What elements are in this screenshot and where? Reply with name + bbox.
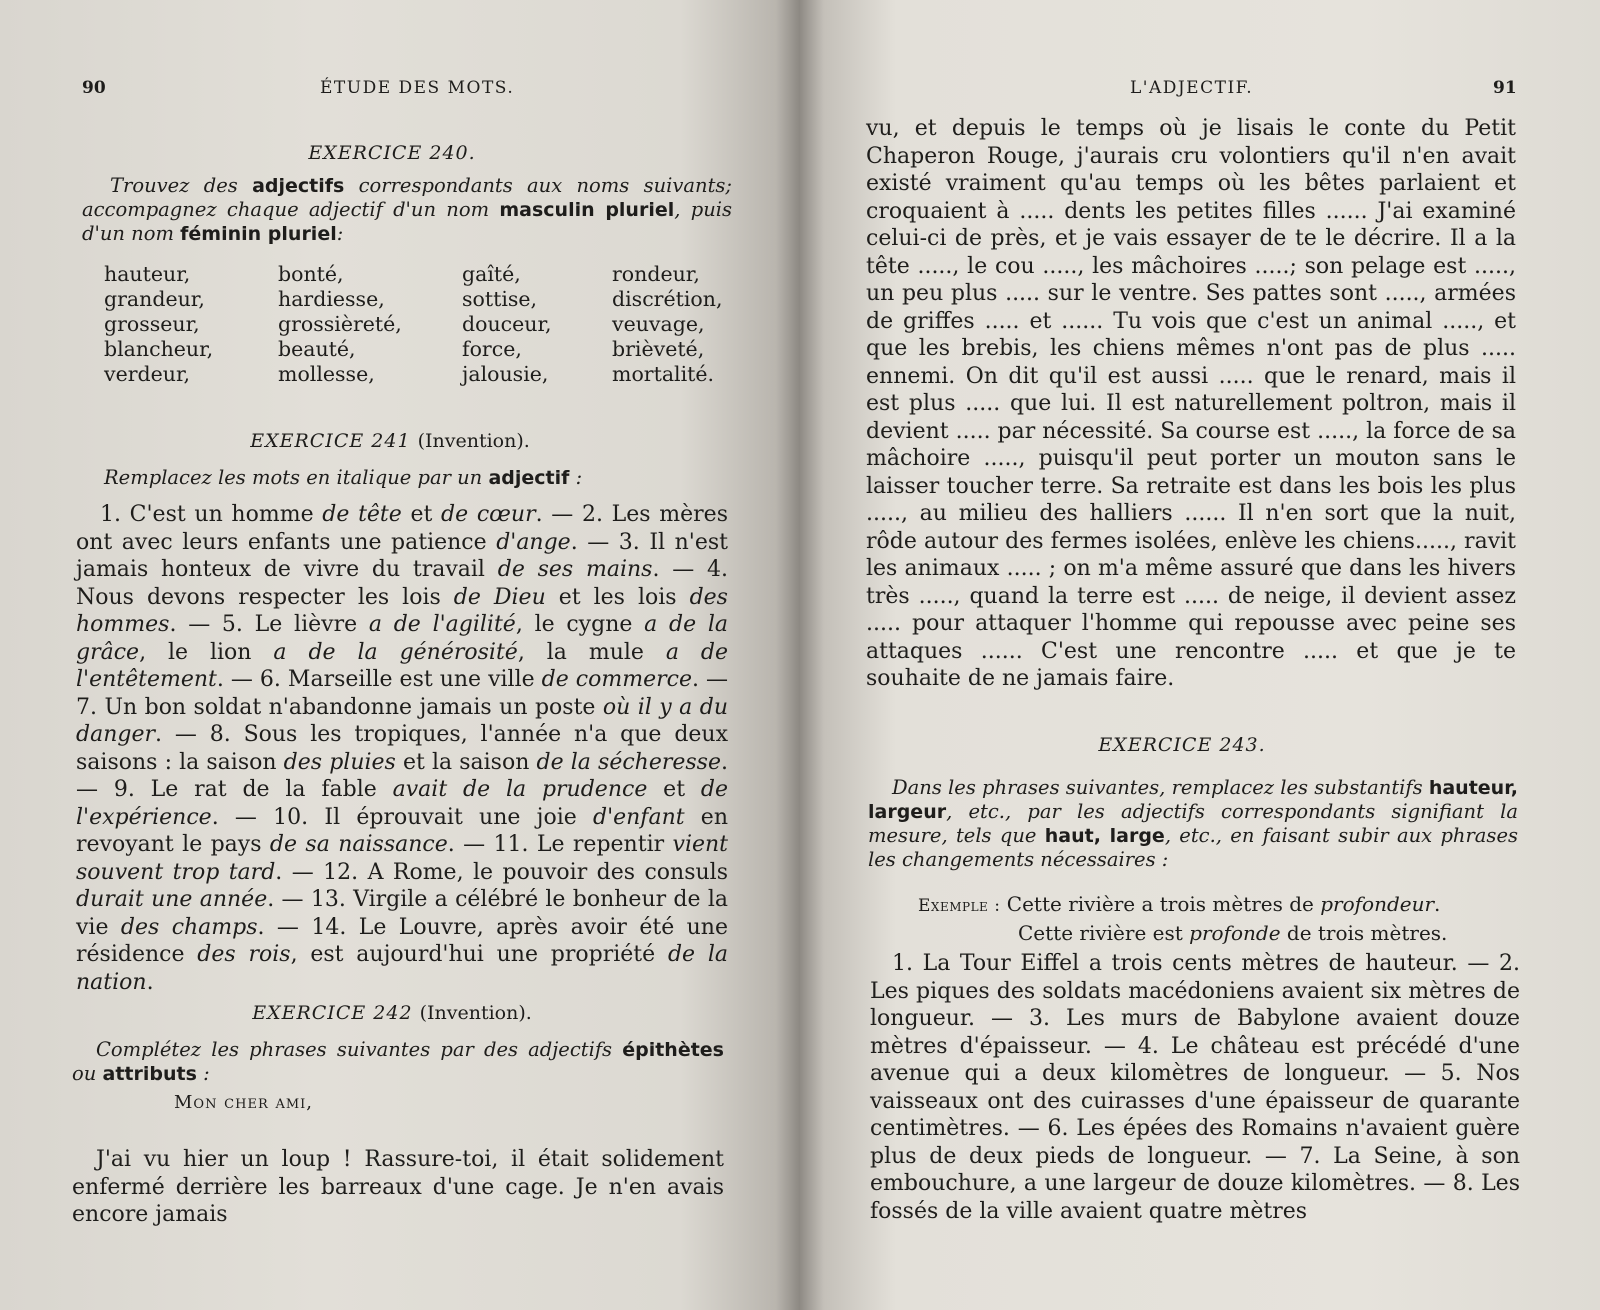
italic-phrase: vient souvent trop tard [76, 832, 729, 885]
page-number: 90 [82, 78, 106, 98]
text-segment: . — 6. Marseille est une ville [216, 667, 542, 692]
instruction-text: Complétez les phrases suivantes par des adjectifs [96, 1038, 623, 1061]
instruction-text: Trouvez des [110, 174, 253, 197]
exercise-240-instruction [82, 174, 732, 246]
example-line-1 [918, 891, 1447, 920]
word-item: grossièreté, [278, 312, 402, 336]
text-segment: . — 5. Le lièvre [169, 612, 369, 637]
instruction-text: ou [72, 1062, 103, 1085]
text-segment: . — 2. Les mères ont avec leurs enfants une patience [76, 502, 728, 555]
exercise-title-text: EXERCICE 242 [252, 1002, 413, 1024]
word-item: grandeur, [104, 287, 205, 311]
text-segment: . — 3. Il n'est jamais honteux de vivre du travail [76, 529, 728, 582]
example-text: Cette rivière est [1018, 921, 1190, 945]
italic-phrase: de la sécheresse [536, 749, 721, 775]
italic-phrase: de Dieu [453, 584, 546, 610]
page-number: 91 [1493, 78, 1517, 98]
word-item: sottise, [462, 287, 538, 311]
example-line-2 [918, 920, 1447, 947]
italic-phrase: où il y a du danger [76, 694, 728, 747]
instruction-text: correspondants aux noms suivants; accompagnez chaque adjectif d'un nom [82, 174, 732, 221]
exercise-title-suffix: (Invention). [417, 430, 530, 452]
instruction-text: , etc., en faisant subir aux phrases les changements nécessaires : [868, 824, 1518, 871]
word-item: rondeur, [612, 262, 700, 286]
exercise-241-text [76, 501, 728, 996]
text-segment: . — 4. Nous devons respecter les lois [76, 557, 728, 610]
text-segment: et les lois [545, 584, 690, 610]
word-item: bonté, [278, 262, 344, 286]
example-block [918, 891, 1447, 947]
letter-salutation: Mon cher ami, [174, 1092, 314, 1113]
italic-phrase: des pluies [283, 749, 396, 775]
italic-phrase: de l'expérience [76, 777, 728, 830]
exercise-243-instruction [868, 776, 1518, 871]
instruction-bold: féminin pluriel [180, 223, 337, 245]
italic-phrase: avait de la prudence [392, 777, 648, 802]
instruction-bold: hauteur, largeur [868, 777, 1518, 823]
italic-phrase: des rois [197, 942, 291, 967]
text-segment: 1. C'est un homme [100, 502, 323, 527]
word-column [278, 262, 402, 387]
instruction-text: Dans les phrases suivantes, remplacez les substantifs [892, 776, 1429, 799]
text-segment: . — 8. Sous les tropiques, l'année n'a que deux saisons : la saison [76, 722, 728, 775]
italic-phrase: d'ange [496, 529, 571, 555]
text-segment: , le cygne [515, 612, 645, 637]
word-item: mortalité. [612, 362, 715, 386]
text-segment: . — 7. Un bon soldat n'abandonne jamais un poste [76, 667, 728, 720]
italic-phrase: de sa naissance [269, 832, 448, 857]
instruction-text: Remplacez les mots en italique par un [104, 466, 489, 489]
italic-phrase: de ses mains [497, 557, 653, 582]
exercise-240-title: EXERCICE 240. [308, 142, 476, 164]
right-page [800, 0, 1600, 1310]
text-segment: . [146, 969, 154, 995]
running-head: ÉTUDE DES MOTS. [320, 78, 515, 98]
instruction-bold: adjectif [488, 467, 570, 489]
example-text: de trois mètres. [1280, 921, 1448, 945]
text-segment: , est aujourd'hui une propriété [290, 942, 668, 967]
letter-text-start: J'ai vu hier un loup ! Rassure-toi, il était solidement enfermé derrière les barreaux d'une cage. Je n'en avais encore jamais [72, 1147, 724, 1227]
italic-phrase: a de l'agilité [368, 612, 516, 637]
italic-phrase: des champs [120, 914, 258, 940]
word-item: grosseur, [104, 312, 200, 336]
word-item: mollesse, [278, 362, 375, 386]
text-segment: , la mule [517, 639, 666, 665]
word-item: jalousie, [462, 362, 549, 386]
exercise-243-text: 1. La Tour Eiffel a trois cents mètres de hauteur. — 2. Les piques des soldats macédoniens avaient six mètres de longueur. — 3. Les murs de Babylone avaient douze mètres d'épaisseur. — 4. Le château est précédé d'une avenue qui a deux kilomètres de longueur. — 5. Nos vaisseaux ont des cuirasses d'une épaisseur de quarante centimètres. — 6. Les épées des Romains n'avaient guère plus de deux pieds de longueur. — 7. La Seine, à son embouchure, a une largeur de douze kilomètres. — 8. Les fossés de la ville avaient quatre mètres [870, 951, 1520, 1224]
text-segment: et [401, 502, 442, 527]
exercise-243-title: EXERCICE 243. [1098, 734, 1266, 756]
instruction-bold: haut, large [1044, 825, 1165, 847]
italic-phrase: d'enfant [592, 804, 685, 830]
instruction-text: : [196, 1062, 210, 1085]
italic-phrase: de la nation [76, 942, 729, 995]
instruction-text: , etc., par les adjectifs correspondants signifiant la mesure, tels que [868, 800, 1518, 847]
exercise-242-title [0, 1002, 792, 1024]
text-segment: . — 14. Le Louvre, après avoir été une résidence [76, 914, 728, 967]
text-segment: . — 11. Le repentir [447, 832, 673, 857]
instruction-bold: épithètes [622, 1039, 724, 1061]
instruction-text: , puis d'un nom [82, 198, 733, 245]
text-segment: , le lion [139, 639, 274, 665]
instruction-bold: attributs [102, 1063, 197, 1085]
instruction-bold: masculin pluriel [499, 199, 675, 221]
italic-phrase: de commerce [541, 667, 692, 692]
exercise-241-instruction [104, 466, 724, 490]
word-item: verdeur, [104, 362, 191, 386]
word-item: brièveté, [612, 337, 705, 361]
text-segment: . — 12. A Rome, le pouvoir des consuls [275, 859, 728, 885]
word-item: hauteur, [104, 262, 191, 286]
word-item: veuvage, [612, 312, 705, 336]
text-segment: . — 13. Virgile a célébré le bonheur de la vie [76, 887, 728, 940]
example-text: Cette rivière a trois mètres de [1006, 892, 1321, 916]
word-item: douceur, [462, 312, 552, 336]
exercise-title-text: EXERCICE 241 [250, 430, 411, 452]
example-italic: profondeur [1320, 892, 1435, 916]
italic-phrase: a de l'entêtement [76, 639, 729, 692]
word-item: blancheur, [104, 337, 214, 361]
word-item: discrétion, [612, 287, 723, 311]
exercise-241-title [0, 430, 790, 452]
instruction-bold: adjectifs [252, 175, 345, 197]
word-item: hardiesse, [278, 287, 385, 311]
text-segment: et [647, 777, 701, 802]
italic-phrase: de tête [322, 502, 402, 527]
text-segment: et la saison [395, 749, 537, 775]
word-item: gaîté, [462, 262, 521, 286]
word-item: beauté, [278, 337, 356, 361]
word-column [462, 262, 552, 387]
example-text: . [1434, 892, 1441, 916]
italic-phrase: a de la grâce [76, 612, 729, 665]
instruction-text: : [569, 466, 583, 489]
word-column [612, 262, 722, 387]
running-head: L'ADJECTIF. [1130, 78, 1254, 98]
italic-phrase: a de la générosité [273, 639, 518, 665]
exercise-242-instruction [72, 1038, 724, 1086]
italic-phrase: de cœur [441, 502, 536, 527]
word-column [104, 262, 213, 387]
text-segment: . — 10. Il éprouvait une joie [211, 804, 593, 830]
italic-phrase: durait une année [76, 887, 268, 912]
example-italic: profonde [1189, 921, 1281, 945]
word-item: force, [462, 337, 522, 361]
letter-text-continued: vu, et depuis le temps où je lisais le conte du Petit Chaperon Rouge, j'aurais cru volontiers qu'il n'en avait existé vraiment qu'au temps où les bêtes parlaient et croquaient à ..... dents les petites filles ...... J'ai examiné celui-ci de près, et je vais essayer de te le décrire. Il a la tête ....., le cou ....., les mâchoires .....; son pelage est ....., un peu plus ..... sur le ventre. Ses pattes sont ....., armées de griffes ..... et ...... Tu vois que c'est un animal ....., et que les brebis, les chiens mêmes n'ont pas de plus ..... ennemi. On dit qu'il est aussi ..... que le renard, mais il est plus ..... que lui. Il est naturellement poltron, mais il devient ..... par nécessité. Sa course est ....., la force de sa mâchoire ....., puisqu'il peut porter un mouton sans le laisser toucher terre. Sa retraite est dans les bois les plus ....., au milieu des halliers ...... Il n'en sort que la nuit, rôde autour des fermes isolées, enlève les chiens....., ravit les animaux ..... ; on m'a même assuré que dans les hivers très ....., quand la terre est ..... de neige, il devient assez ..... pour attaquer l'homme qui repousse avec peine ses attaques ...... C'est une rencontre ..... et que je te souhaite de ne jamais faire. [866, 116, 1516, 691]
instruction-text: : [336, 222, 344, 245]
text-segment: en revoyant le pays [76, 804, 728, 857]
italic-phrase: des hommes [76, 584, 728, 637]
exercise-title-suffix: (Invention). [419, 1002, 532, 1024]
example-label: Exemple : [918, 896, 1001, 916]
text-segment: . — 9. Le rat de la fable [76, 749, 728, 802]
